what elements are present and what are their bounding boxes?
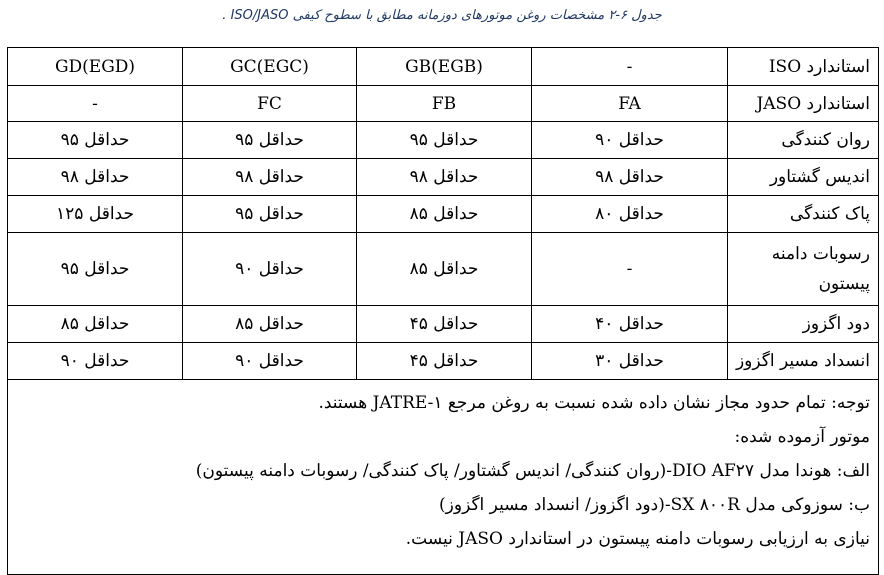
header-cell: GB(EGB) [357,48,532,86]
table-cell: حداقل ۹۵ [8,233,183,306]
table-row [8,122,879,159]
table-cell: حداقل ۹۵ [8,122,183,159]
header-cell: GD(EGD) [8,48,183,86]
notes-cell [8,380,879,575]
table-row [8,306,879,343]
table-cell: حداقل ۹۵ [183,122,357,159]
table-caption: جدول ۶-۲ مشخصات روغن موتورهای دوزمانه مطابق با سطوح کیفی ISO/JASO . [222,8,662,23]
table-row [8,233,879,306]
row-label: اندیس گشتاور [728,159,879,196]
row-label: روان کنندگی [728,122,879,159]
row-label: استاندارد JASO [728,86,879,122]
table-cell: حداقل ۹۸ [357,159,532,196]
header-cell: FB [357,86,532,122]
table-row [8,159,879,196]
note-line: توجه: تمام حدود مجاز نشان داده شده نسبت به روغن مرجع JATRE-۱ هستند. [318,393,870,413]
note-line: نیازی به ارزیابی رسوبات دامنه پیستون در استاندارد JASO نیست. [405,529,870,549]
table-cell: حداقل ۸۵ [183,306,357,343]
table-cell: حداقل ۳۰ [532,343,728,380]
row-label: رسوبات دامنه پیستون [728,233,879,306]
table-row [8,343,879,380]
table-cell: حداقل ۹۵ [357,122,532,159]
table-cell: حداقل ۹۰ [8,343,183,380]
note-line: موتور آزموده شده: [734,427,870,447]
header-cell: - [532,48,728,86]
table-cell: حداقل ۴۵ [357,343,532,380]
header-row-iso [8,48,879,86]
table-cell: حداقل ۴۵ [357,306,532,343]
oil-spec-table [7,47,879,575]
table-cell: حداقل ۸۵ [8,306,183,343]
header-cell: - [8,86,183,122]
table-cell: حداقل ۹۸ [532,159,728,196]
notes-row [8,380,879,575]
table-cell: حداقل ۹۸ [8,159,183,196]
table-cell: حداقل ۹۰ [183,233,357,306]
table-cell: حداقل ۹۰ [532,122,728,159]
table-cell: حداقل ۹۵ [183,196,357,233]
table-cell: حداقل ۱۲۵ [8,196,183,233]
table-cell: حداقل ۸۰ [532,196,728,233]
header-cell: GC(EGC) [183,48,357,86]
row-label: استاندارد ISO [728,48,879,86]
table-cell: - [532,233,728,306]
note-line: ب: سوزوکی مدل SX ۸۰۰R-(دود اگزوز/ انسداد مسیر اگزوز) [439,495,870,515]
table-row [8,196,879,233]
row-label: دود اگزوز [728,306,879,343]
header-cell: FC [183,86,357,122]
header-cell: FA [532,86,728,122]
table-cell: حداقل ۸۵ [357,233,532,306]
table-cell: حداقل ۸۵ [357,196,532,233]
row-label: انسداد مسیر اگزوز [728,343,879,380]
table-cell: حداقل ۹۰ [183,343,357,380]
row-label: پاک کنندگی [728,196,879,233]
header-row-jaso [8,86,879,122]
table-cell: حداقل ۴۰ [532,306,728,343]
table-cell: حداقل ۹۸ [183,159,357,196]
note-line: الف: هوندا مدل DIO AF۲۷-(روان کنندگی/ اندیس گشتاور/ پاک کنندگی/ رسوبات دامنه پیستون) [195,461,870,481]
